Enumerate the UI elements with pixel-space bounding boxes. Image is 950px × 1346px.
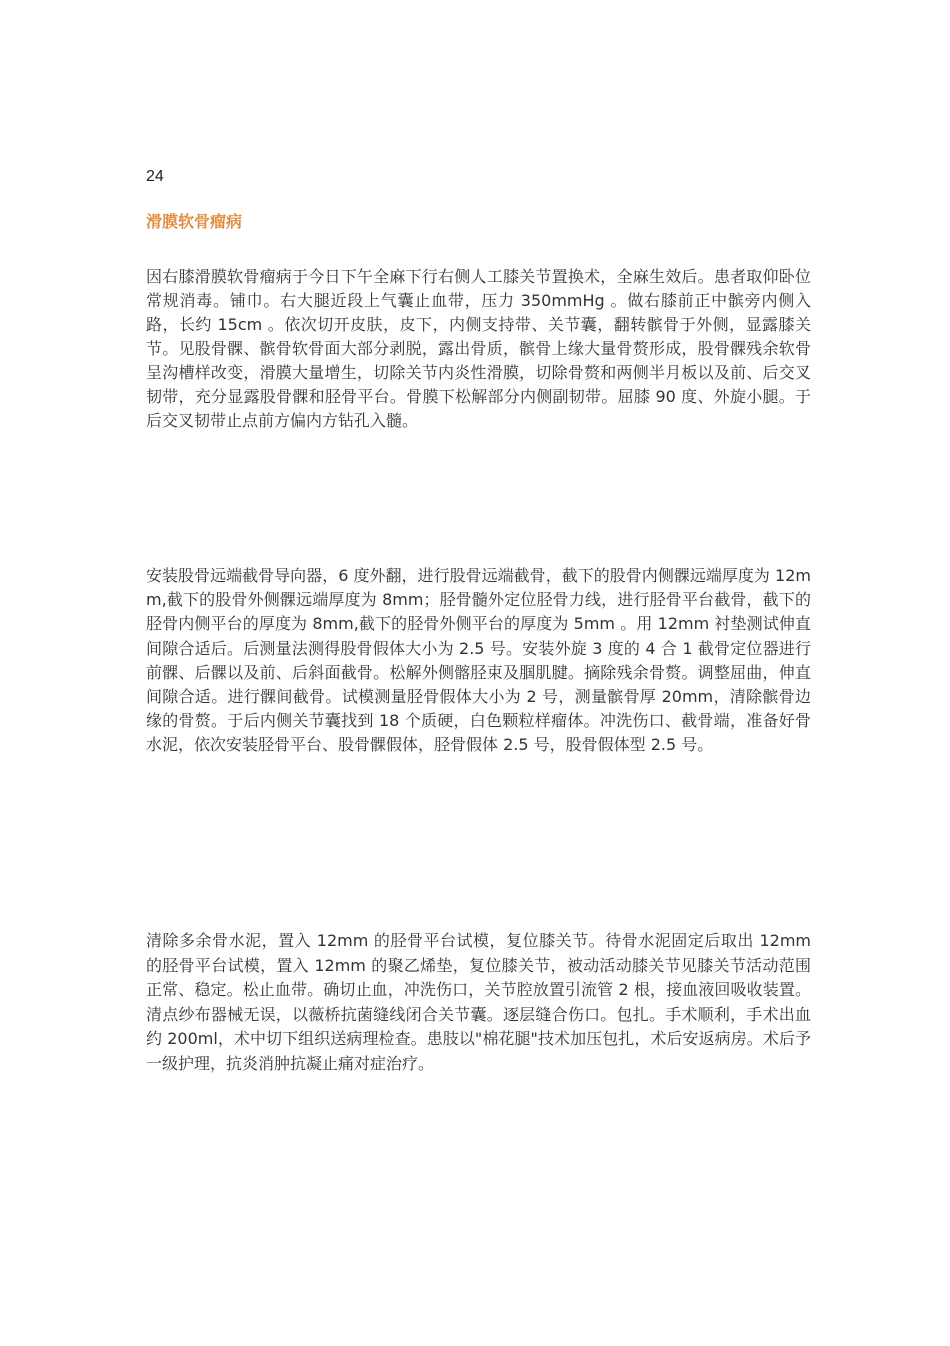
page-number: 24 xyxy=(146,168,164,185)
paragraph-2: 安装股骨远端截骨导向器，6 度外翻，进行股骨远端截骨，截下的股骨内侧髁远端厚度为 12mm,截下的股骨外侧髁远端厚度为 8mm；胫骨髓外定位胫骨力线，进行胫骨平台截骨，截下的胫骨内侧平台的厚度为 8mm,截下的胫骨外侧平台的厚度为 5mm 。用 12mm 衬垫测试伸直间隙合适后。后测量法测得股骨假体大小为 2.5 号。安装外旋 3 度的 4 合 1 截骨定位器进行前髁、后髁以及前、后斜面截骨。松解外侧髂胫束及腘肌腱。摘除残余骨赘。调整屈曲，伸直间隙合适。进行髁间截骨。试模测量胫骨假体大小为 2 号，测量髌骨厚 20mm，清除髌骨边缘的骨赘。于后内侧关节囊找到 18 个质硬，白色颗粒样瘤体。冲洗伤口、截骨端，准备好骨水泥，依次安装胫骨平台、股骨髁假体，胫骨假体 2.5 号，股骨假体型 2.5 号。 xyxy=(146,566,811,755)
paragraph-3: 清除多余骨水泥，置入 12mm 的胫骨平台试模，复位膝关节。待骨水泥固定后取出 12mm 的胫骨平台试模，置入 12mm 的聚乙烯垫，复位膝关节，被动活动膝关节见膝关节活动范围正常、稳定。松止血带。确切止血，冲洗伤口，关节腔放置引流管 2 根，接血液回吸收装置。清点纱布器械无误，以薇桥抗菌缝线闭合关节囊。逐层缝合伤口。包扎。手术顺利，手术出血约 200ml，术中切下组织送病理检查。患肢以"棉花腿"技术加压包扎，术后安返病房。术后予一级护理，抗炎消肿抗凝止痛对症治疗。 xyxy=(146,931,811,1073)
document-page xyxy=(146,0,811,1346)
section-title: 滑膜软骨瘤病 xyxy=(146,212,243,231)
paragraph-1: 因右膝滑膜软骨瘤病于今日下午全麻下行右侧人工膝关节置换术，全麻生效后。患者取仰卧位常规消毒。铺巾。右大腿近段上气囊止血带，压力 350mmHg 。做右膝前正中髌旁内侧入路，长约 15cm 。依次切开皮肤，皮下，内侧支持带、关节囊，翻转髌骨于外侧，显露膝关节。见股骨髁、髌骨软骨面大部分剥脱，露出骨质，髌骨上缘大量骨赘形成，股骨髁残余软骨呈沟槽样改变，滑膜大量增生，切除关节内炎性滑膜，切除骨赘和两侧半月板以及前、后交叉韧带，充分显露股骨髁和胫骨平台。骨膜下松解部分内侧副韧带。屈膝 90 度、外旋小腿。于后交叉韧带止点前方偏内方钻孔入髓。 xyxy=(146,267,811,430)
